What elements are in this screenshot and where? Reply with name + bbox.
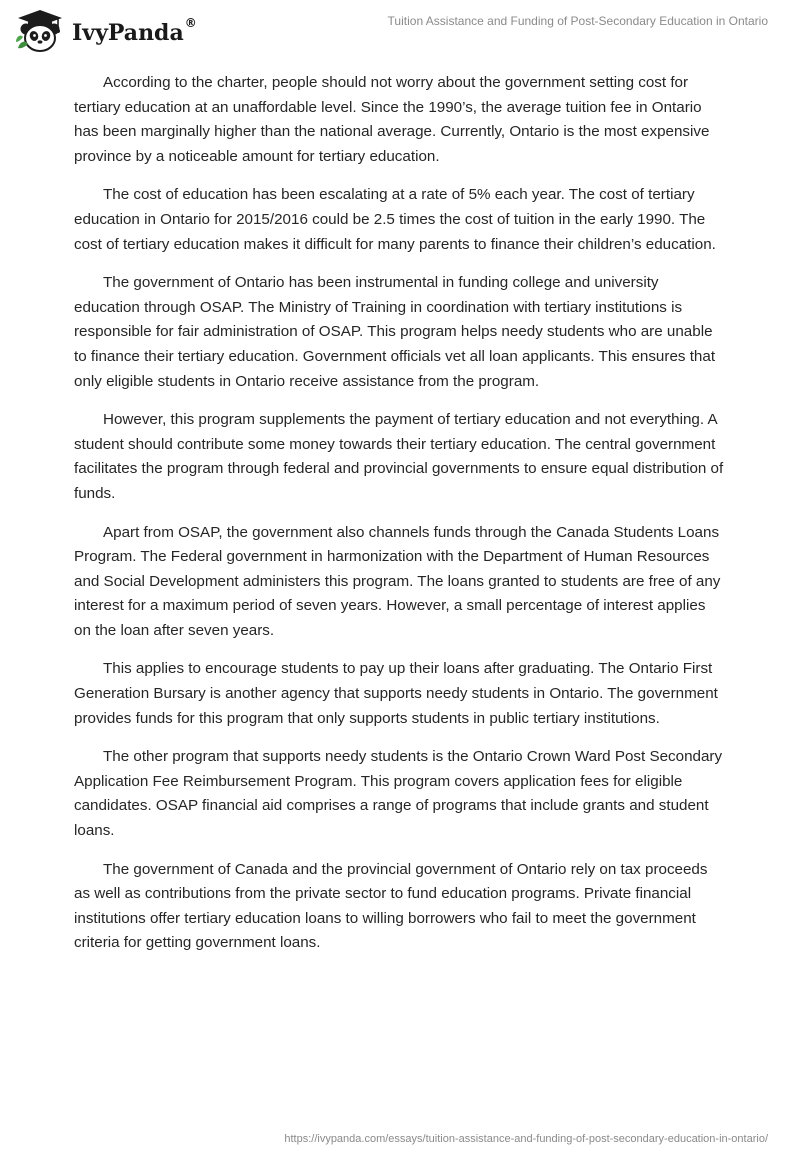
panda-graduation-cap-icon [14, 8, 66, 54]
paragraph: The government of Canada and the provincial government of Ontario rely on tax proceeds as well as contributions from the private sector to fund education programs. Private financial institutions offer tertiary education loans to willing borrowers who fail to meet the government criteria for getting government loans. [74, 860, 708, 952]
paragraph: The cost of education has been escalating at a rate of 5% each year. The cost of tertiary education in Ontario for 2015/2016 could be 2.5 times the cost of tuition in the early 1990. The cost of tertiary education makes it difficult for many parents to finance their children’s education. [74, 186, 716, 253]
brand-name: IvyPanda® [72, 16, 197, 46]
page-header [0, 0, 800, 60]
paragraph: The other program that supports needy students is the Ontario Crown Ward Post Secondary Application Fee Reimbursement Program. This program covers application fees for eligible candidates. OSAP financial aid comprises a range of programs that include grants and student loans. [74, 748, 723, 840]
registered-mark: ® [184, 16, 197, 30]
paragraph: This applies to encourage students to pay up their loans after graduating. The Ontario First Generation Bursary is another agency that supports needy students in Ontario. The government provides funds for this program that only supports students in public tertiary institutions. [74, 660, 718, 727]
paragraph: Apart from OSAP, the government also channels funds through the Canada Students Loans Program. The Federal government in harmonization with the Department of Human Resources and Social Development administers this program. The loans granted to students are free of any interest for a maximum period of seven years. However, a small percentage of interest applies on the loan after seven years. [74, 523, 721, 639]
paragraph: The government of Ontario has been instrumental in funding college and university education through OSAP. The Ministry of Training in coordination with tertiary institutions is responsible for fair administration of OSAP. This program helps needy students who are unable to finance their tertiary education. Government officials vet all loan applicants. This ensures that only eligible students in Ontario receive assistance from the program. [74, 274, 716, 390]
paragraph: According to the charter, people should not worry about the government setting cost for tertiary education at an unaffordable level. Since the 1990’s, the average tuition fee in Ontario has been marginally higher than the national average. Currently, Ontario is the most expensive province by a noticeable amount for tertiary education. [74, 74, 710, 165]
source-url[interactable]: https://ivypanda.com/essays/tuition-assistance-and-funding-of-post-secondary-education-in-ontario/ [284, 1133, 768, 1145]
essay-body [74, 71, 724, 970]
ivypanda-logo[interactable] [14, 8, 197, 54]
document-title: Tuition Assistance and Funding of Post-Secondary Education in Ontario [387, 14, 768, 28]
paragraph: However, this program supplements the payment of tertiary education and not everything. A student should contribute some money towards their tertiary education. The central government facilitates the program through federal and provincial governments to ensure equal distribution of funds. [74, 411, 724, 502]
